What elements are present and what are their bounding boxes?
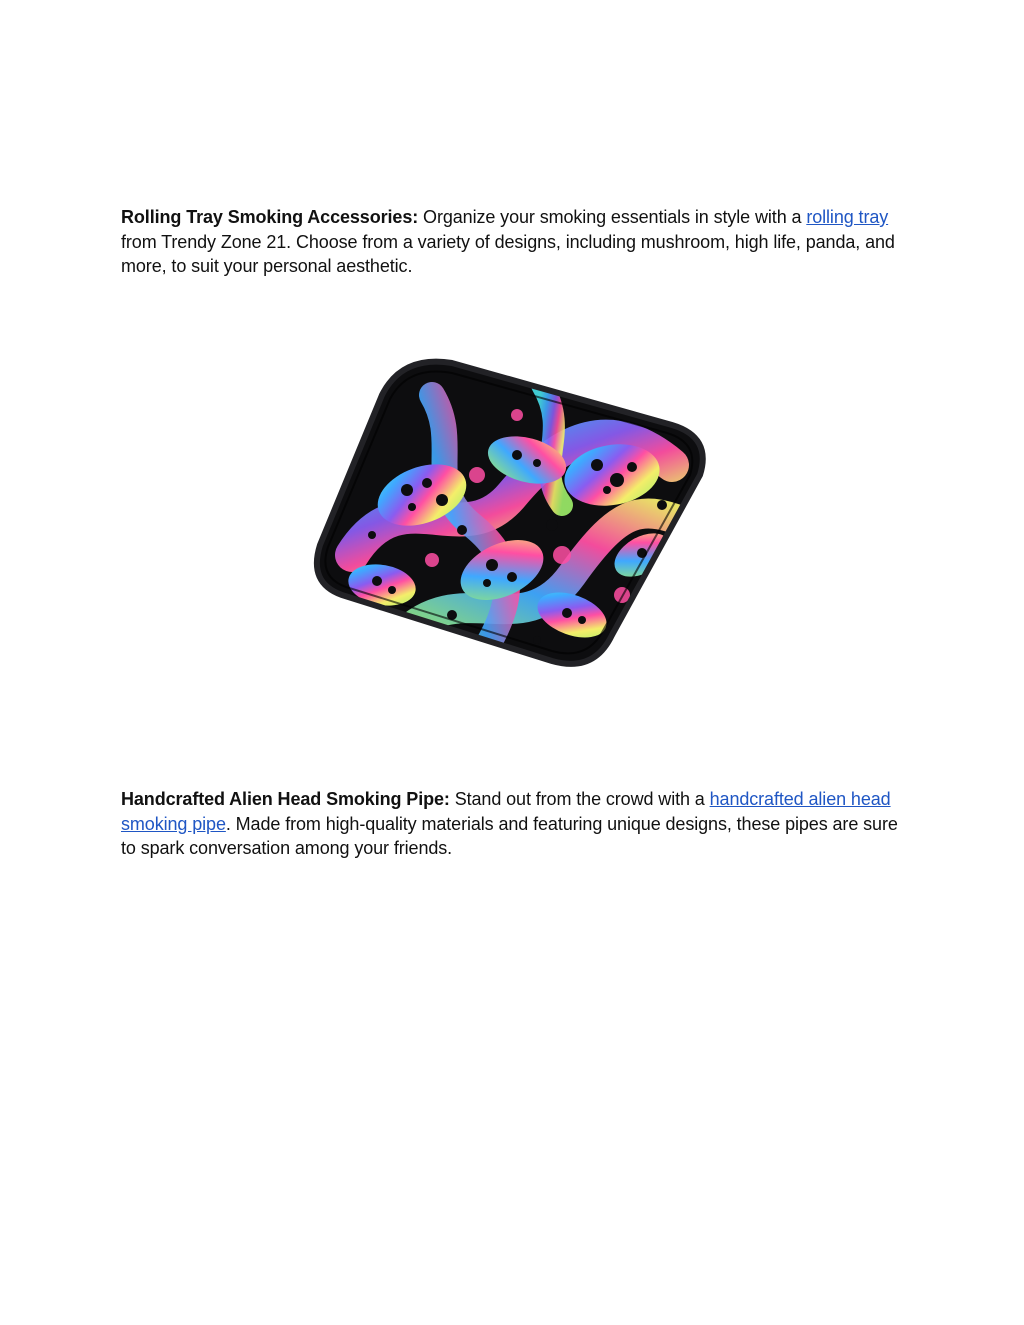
rolling-tray-text-after-link: from Trendy Zone 21. Choose from a variety of designs, including mushroom, high life, panda, and more, to suit your personal aesthetic. — [121, 231, 895, 276]
alien-pipe-paragraph — [121, 787, 911, 861]
alien-pipe-heading: Handcrafted Alien Head Smoking Pipe: — [121, 789, 450, 809]
rolling-tray-image — [312, 355, 712, 675]
alien-pipe-text-before-link: Stand out from the crowd with a — [449, 789, 710, 809]
rolling-tray-link[interactable]: rolling tray — [806, 207, 889, 227]
tray-illustration — [312, 355, 712, 675]
alien-pipe-text-after-link: . Made from high-quality materials and featuring unique designs, these pipes are sure to spark conversation among your friends. — [121, 813, 898, 858]
rolling-tray-text-before-link: Organize your smoking essentials in style with a — [418, 207, 807, 227]
rolling-tray-heading: Rolling Tray Smoking Accessories: — [121, 207, 419, 227]
alien-pipe-link[interactable]: handcrafted alien head smoking pipe — [121, 789, 891, 834]
rolling-tray-paragraph — [121, 205, 901, 279]
